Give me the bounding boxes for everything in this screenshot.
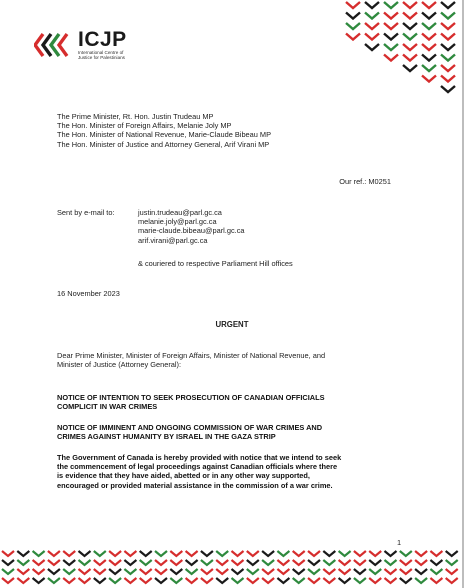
body-line: The Government of Canada is hereby provided with notice that we intend to seek [57, 453, 342, 462]
letter-date: 16 November 2023 [57, 289, 120, 298]
email-list [138, 208, 245, 245]
email-address[interactable]: arif.virani@parl.gc.ca [138, 235, 208, 245]
decorative-pattern-bottom [0, 548, 460, 588]
body-line: encouraged or provided material assistance in the commission of a war crime. [57, 480, 333, 490]
urgent-heading: URGENT [215, 320, 249, 329]
salutation [57, 351, 325, 369]
salutation-line: Dear Prime Minister, Minister of Foreign Affairs, Minister of National Revenue, and [57, 351, 326, 360]
reference-number: Our ref.: M0251 [339, 177, 391, 186]
logo-subtitle-line-2: Justice for Palestinians [78, 55, 125, 60]
recipient-line: The Hon. Minister of Justice and Attorney General, Arif Virani MP [57, 139, 270, 149]
recipient-line: The Hon. Minister of Foreign Affairs, Melanie Joly MP [57, 121, 232, 131]
email-address[interactable]: marie-claude.bibeau@parl.gc.ca [138, 226, 245, 236]
logo-text [78, 30, 127, 60]
body-line: the commencement of legal proceedings against Canadian officials where there [57, 462, 338, 472]
body-paragraph [57, 453, 341, 490]
recipient-block [57, 112, 271, 149]
notice-heading-2 [57, 423, 322, 441]
notice-heading-1 [57, 393, 325, 411]
sent-by-label: Sent by e-mail to: [57, 208, 115, 217]
notice-2-line: NOTICE OF IMMINENT AND ONGOING COMMISSION OF WAR CRIMES AND [57, 423, 323, 432]
email-address[interactable]: melanie.joly@parl.gc.ca [138, 217, 217, 227]
icjp-logo [34, 30, 127, 60]
logo-title: ICJP [78, 28, 127, 51]
notice-1-line: NOTICE OF INTENTION TO SEEK PROSECUTION OF CANADIAN OFFICIALS [57, 393, 325, 402]
body-line: is evidence that they have aided, abetted or in any other way supported, [57, 471, 310, 481]
notice-2-line: CRIMES AGAINST HUMANITY BY ISRAEL IN THE GAZA STRIP [57, 432, 276, 442]
logo-subtitle-line-1: International Centre of [78, 50, 124, 55]
recipient-line: The Prime Minister, Rt. Hon. Justin Trudeau MP [57, 112, 214, 121]
salutation-line: Minister of Justice (Attorney General): [57, 360, 182, 370]
decorative-pattern-top [342, 0, 460, 100]
email-address[interactable]: justin.trudeau@parl.gc.ca [138, 208, 222, 217]
chevron-logo-icon [34, 30, 74, 60]
page-number: 1 [397, 538, 402, 547]
recipient-line: The Hon. Minister of National Revenue, Marie-Claude Bibeau MP [57, 130, 272, 140]
courier-note: & couriered to respective Parliament Hill offices [138, 259, 293, 268]
notice-1-line: COMPLICIT IN WAR CRIMES [57, 402, 158, 412]
